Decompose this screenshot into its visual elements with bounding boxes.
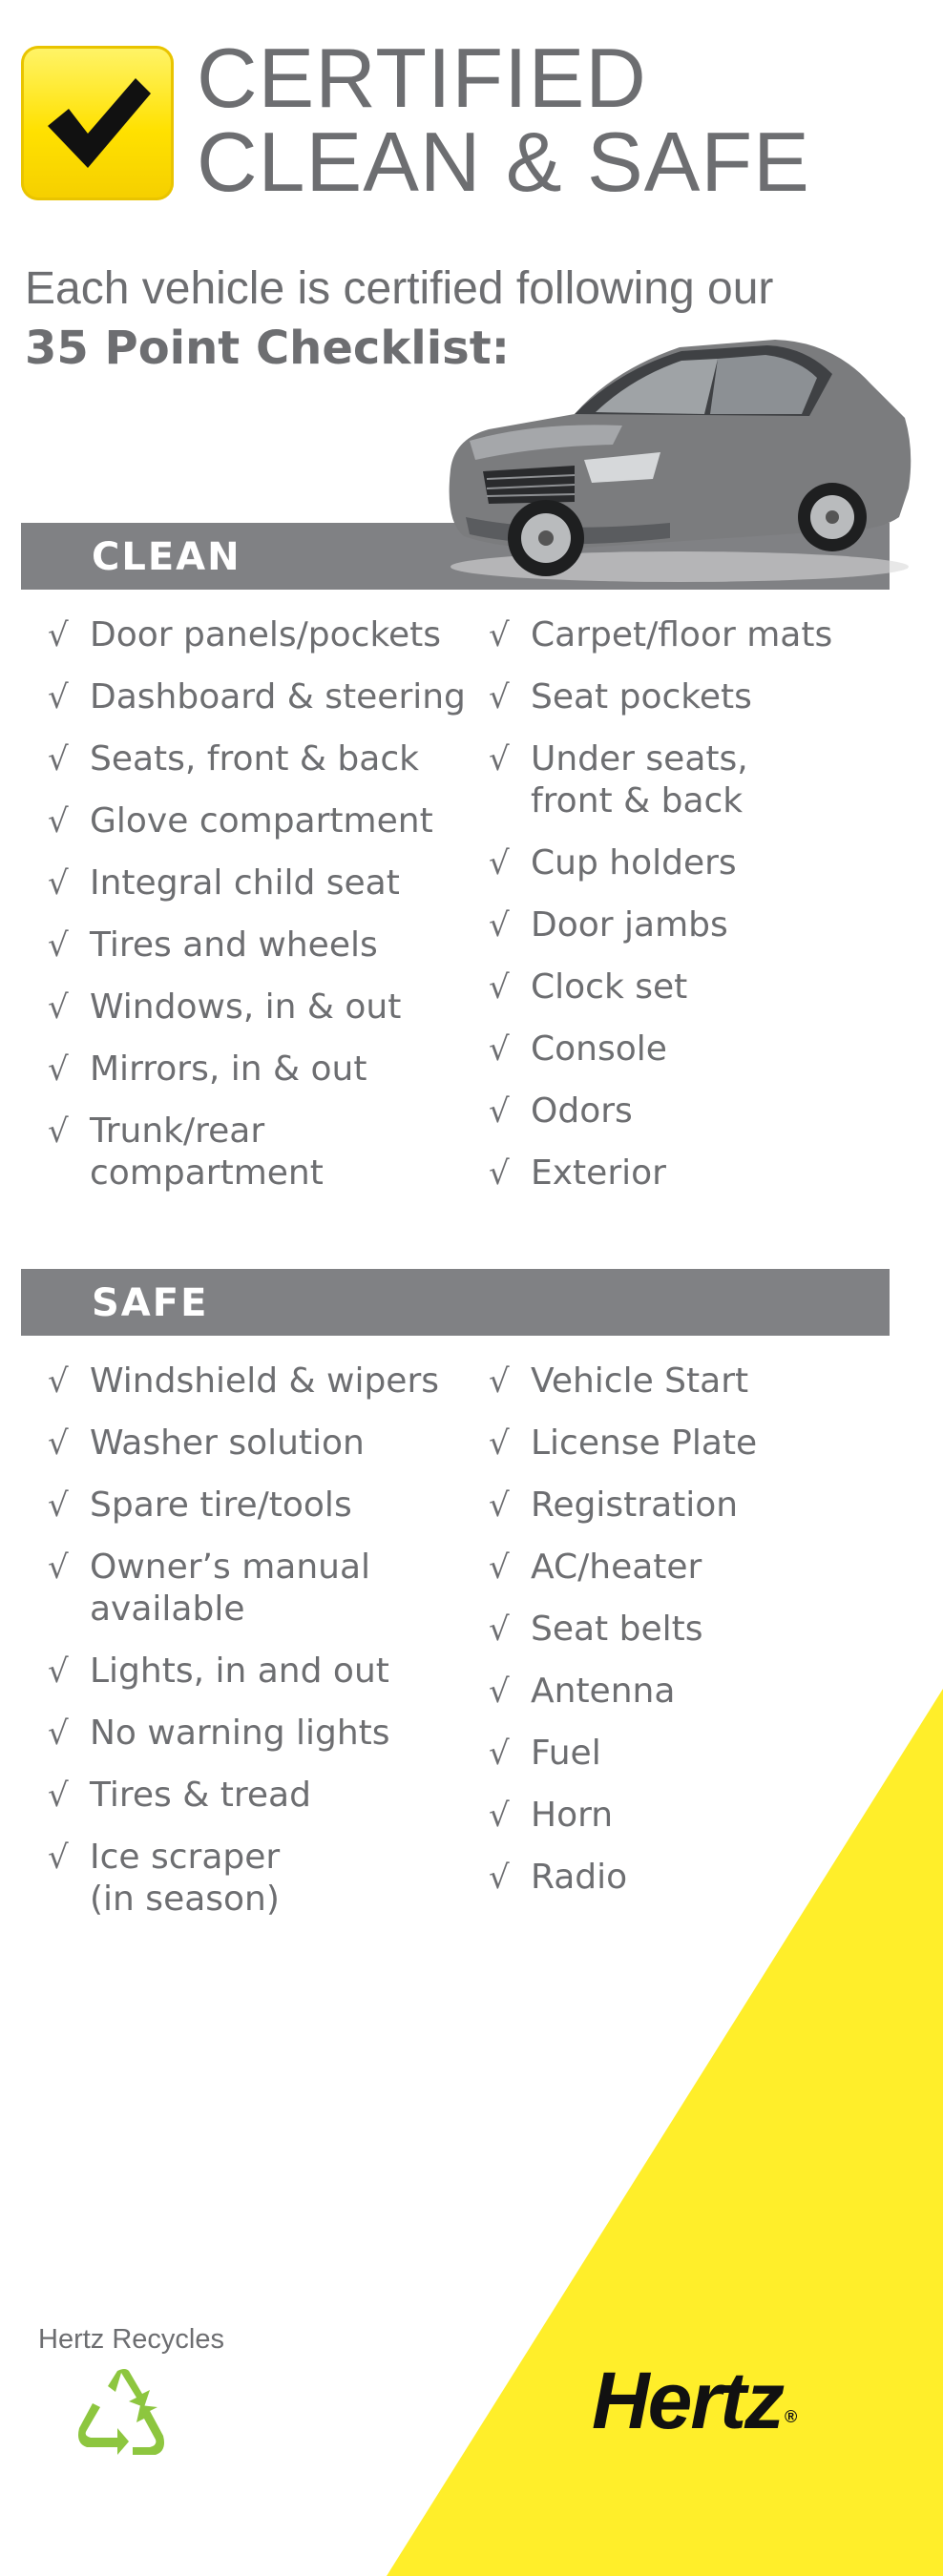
- checklist-item: [489, 842, 832, 884]
- checklist-item-label: Door jambs: [531, 905, 728, 945]
- checklist-item: [48, 1423, 439, 1465]
- checklist-item: [48, 1111, 466, 1195]
- checkmark-icon: √: [48, 988, 69, 1027]
- checklist-item: [48, 676, 466, 718]
- checklist-item: [489, 1423, 757, 1465]
- registered-mark: ®: [785, 2407, 796, 2426]
- checklist-item: [489, 1091, 832, 1132]
- checklist-item: [48, 1713, 439, 1755]
- checkmark-icon: √: [48, 1486, 69, 1525]
- checkmark-icon: √: [489, 616, 510, 654]
- checklist-item: [48, 738, 466, 780]
- checklist-item: [489, 904, 832, 946]
- checkmark-icon: √: [489, 1424, 510, 1463]
- checklist-item-label: Door panels/pockets: [90, 615, 442, 654]
- checklist-item: [489, 738, 832, 822]
- checklist-item: [489, 1609, 757, 1651]
- checklist-item: [48, 1775, 439, 1817]
- checkmark-icon: √: [48, 1112, 69, 1151]
- checkmark-icon: √: [48, 1424, 69, 1463]
- checkmark-icon: √: [489, 1092, 510, 1131]
- checklist-item-label: Odors: [531, 1091, 633, 1131]
- checklist-item: [48, 862, 466, 904]
- checklist-item: [48, 1837, 439, 1921]
- checklist-item: [48, 1361, 439, 1402]
- checklist-item: [48, 614, 466, 656]
- brand-name: Hertz: [592, 2356, 784, 2445]
- safe-list-left: [48, 1361, 439, 1941]
- hertz-logo: [592, 2355, 795, 2447]
- checklist-item-label: Seat belts: [531, 1610, 703, 1649]
- checklist-item-label: Antenna: [531, 1672, 676, 1711]
- checklist-item-label: Vehicle Start: [531, 1361, 749, 1401]
- checklist-item-label: Fuel: [531, 1734, 601, 1773]
- checklist-item-label: Console: [531, 1029, 667, 1069]
- checklist-item-label: Integral child seat: [90, 863, 400, 903]
- checklist-item: [489, 1153, 832, 1195]
- checklist-item: [48, 1547, 439, 1631]
- checklist-item-label: Mirrors, in & out: [90, 1049, 367, 1089]
- checklist-item: [489, 1857, 757, 1899]
- checkmark-icon: √: [48, 1839, 69, 1877]
- checkmark-icon: √: [489, 1735, 510, 1773]
- checkmark-icon: √: [48, 864, 69, 903]
- checklist-item-label: Clock set: [531, 967, 688, 1007]
- car-image: [431, 326, 916, 586]
- checkmark-icon: √: [489, 1672, 510, 1711]
- checklist-item-label: Horn: [531, 1796, 614, 1835]
- checklist-item: [489, 1485, 757, 1527]
- safe-heading: SAFE: [92, 1281, 209, 1325]
- checklist-item: [48, 1485, 439, 1527]
- checklist-item-label: Spare tire/tools: [90, 1485, 352, 1525]
- checklist-item: [489, 966, 832, 1008]
- checkmark-icon: √: [48, 1714, 69, 1753]
- checklist-item-label: Washer solution: [90, 1423, 365, 1463]
- checkmark-icon: √: [489, 1486, 510, 1525]
- checklist-item: [48, 1049, 466, 1091]
- checklist-item-label: Ice scraper (in season): [90, 1838, 281, 1919]
- checkmark-icon: √: [48, 802, 69, 841]
- checkmark-badge: [21, 46, 174, 200]
- checkmark-icon: √: [48, 1548, 69, 1587]
- checklist-item-label: Exterior: [531, 1153, 666, 1193]
- checkmark-icon: √: [48, 740, 69, 779]
- checklist-item: [489, 676, 832, 718]
- checkmark-icon: √: [48, 1652, 69, 1691]
- checklist-item-label: Windshield & wipers: [90, 1361, 440, 1401]
- checklist-item-label: Lights, in and out: [90, 1652, 389, 1691]
- checklist-item-label: Glove compartment: [90, 801, 433, 841]
- checklist-item-label: Tires & tread: [90, 1776, 311, 1815]
- checklist-item-label: AC/heater: [531, 1548, 702, 1587]
- checkmark-icon: √: [489, 1610, 510, 1649]
- checklist-item: [489, 614, 832, 656]
- safe-list-right: [489, 1361, 757, 1919]
- intro-line-2: 35 Point Checklist:: [25, 322, 510, 375]
- checkmark-icon: √: [48, 678, 69, 717]
- checklist-item-label: Carpet/floor mats: [531, 615, 833, 654]
- checkmark-icon: √: [48, 926, 69, 965]
- recycle-block: [38, 2324, 239, 2461]
- checkmark-icon: √: [489, 1859, 510, 1897]
- checkmark-icon: √: [489, 1154, 510, 1193]
- checklist-item-label: Trunk/rear compartment: [90, 1111, 324, 1193]
- checkmark-icon: √: [489, 906, 510, 945]
- checklist-item: [489, 1733, 757, 1775]
- checkmark-icon: √: [48, 616, 69, 654]
- clean-list-right: [489, 614, 832, 1215]
- clean-heading: CLEAN: [92, 535, 241, 579]
- checklist-item: [489, 1547, 757, 1589]
- checklist-item: [489, 1361, 757, 1402]
- recycle-icon: [73, 2369, 169, 2457]
- checklist-item-label: Dashboard & steering: [90, 677, 466, 717]
- checkmark-icon: √: [489, 678, 510, 717]
- checklist-item-label: No warning lights: [90, 1714, 390, 1753]
- checklist-item-label: Tires and wheels: [90, 925, 378, 965]
- recycles-label: Hertz Recycles: [38, 2324, 224, 2355]
- checkmark-icon: √: [489, 844, 510, 883]
- checklist-item: [48, 800, 466, 842]
- checklist-item-label: Under seats, front & back: [531, 739, 748, 821]
- checkmark-icon: √: [489, 740, 510, 779]
- checkmark-icon: √: [48, 1776, 69, 1815]
- clean-list-left: [48, 614, 466, 1215]
- checkmark-icon: √: [489, 1797, 510, 1835]
- title-line-1: CERTIFIED: [197, 31, 647, 125]
- checkmark-icon: √: [489, 968, 510, 1007]
- checkmark-icon: √: [489, 1030, 510, 1069]
- checkmark-icon: √: [48, 1362, 69, 1401]
- checkmark-icon: √: [48, 1050, 69, 1089]
- checklist-item-label: Registration: [531, 1485, 739, 1525]
- title-line-2: CLEAN & SAFE: [197, 114, 810, 209]
- intro-line-1: Each vehicle is certified following our: [25, 263, 774, 314]
- checklist-item: [48, 1651, 439, 1693]
- checklist-item: [489, 1671, 757, 1713]
- checklist-item: [48, 924, 466, 966]
- checklist-item: [489, 1028, 832, 1070]
- checkmark-icon: √: [489, 1548, 510, 1587]
- checklist-item-label: Radio: [531, 1858, 628, 1897]
- checkmark-icon: [40, 71, 155, 176]
- checklist-item-label: Windows, in & out: [90, 987, 402, 1027]
- page-title: [197, 31, 810, 209]
- checklist-item-label: Seat pockets: [531, 677, 752, 717]
- checklist-item-label: Seats, front & back: [90, 739, 419, 779]
- checklist-item-label: License Plate: [531, 1423, 758, 1463]
- checklist-item: [48, 987, 466, 1028]
- checklist-item-label: Cup holders: [531, 843, 737, 883]
- checklist-item-label: Owner’s manual available: [90, 1548, 371, 1629]
- checklist-item: [489, 1795, 757, 1837]
- safe-section-header: [21, 1269, 890, 1336]
- checkmark-icon: √: [489, 1362, 510, 1401]
